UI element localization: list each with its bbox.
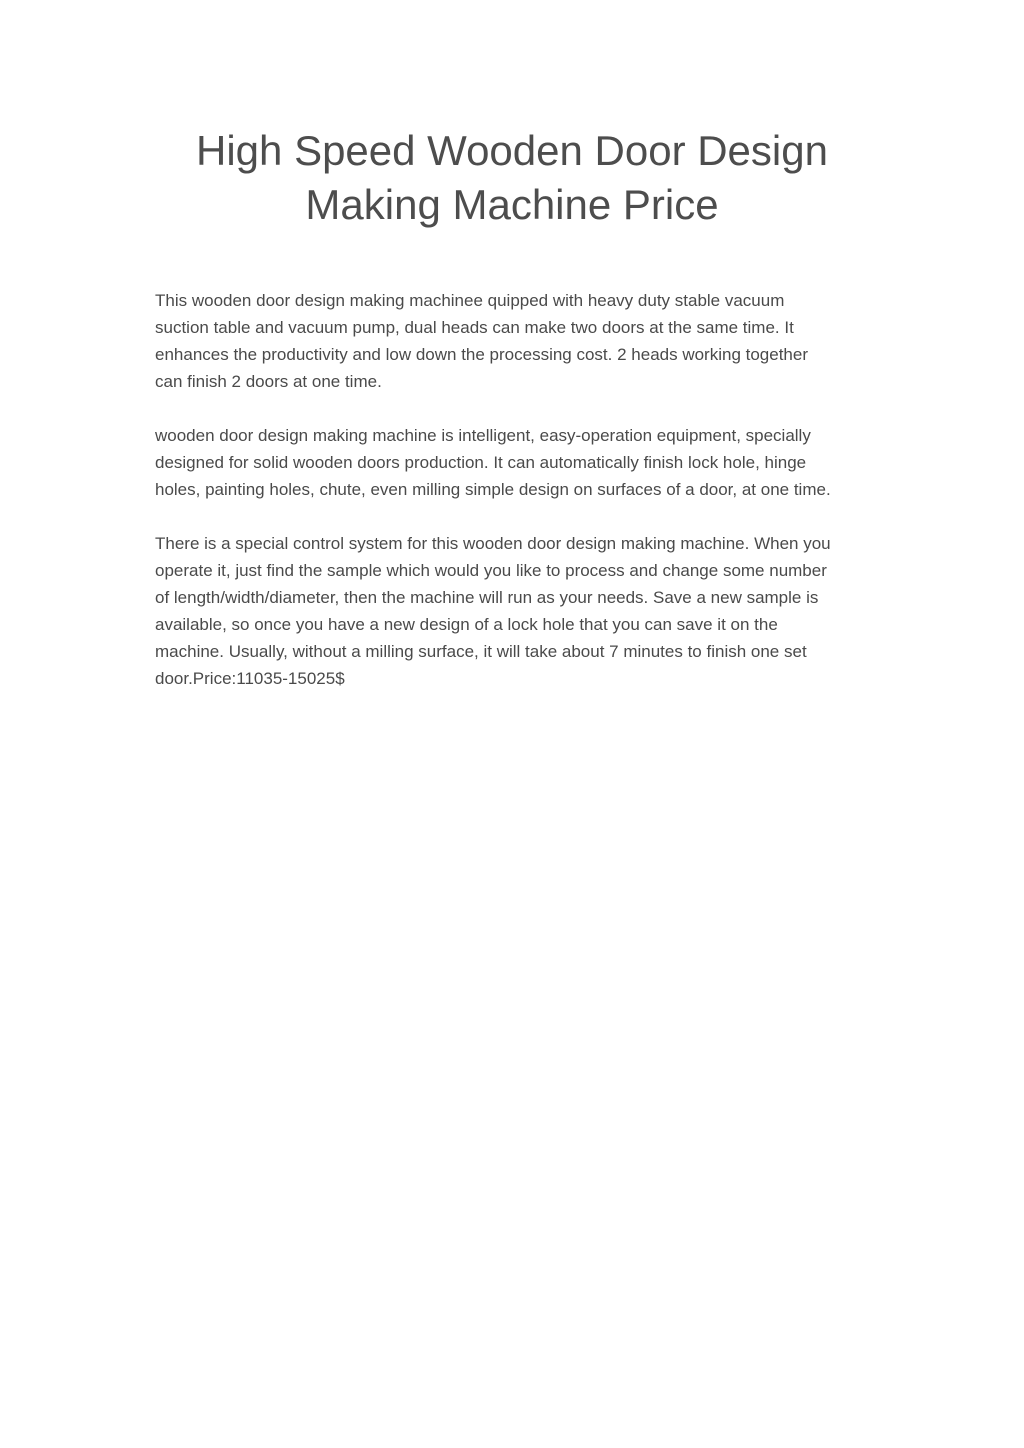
paragraph-intro [155,287,895,395]
paragraph-line: operate it, just find the sample which would you like to process and change some number [155,561,827,580]
paragraph-line: enhances the productivity and low down the processing cost. 2 heads working together [155,345,809,364]
paragraph-line: suction table and vacuum pump, dual heads can make two doors at the same time. It [155,318,794,337]
page-title [150,124,874,232]
paragraph-line: There is a special control system for this wooden door design making machine. When you [155,534,831,553]
title-line-1: High Speed Wooden Door Design [196,127,828,174]
paragraph-line: wooden door design making machine is intelligent, easy-operation equipment, specially [155,426,811,445]
paragraph-line: available, so once you have a new design of a lock hole that you can save it on the [155,615,778,634]
paragraph-line: This wooden door design making machinee quipped with heavy duty stable vacuum [155,291,785,310]
title-line-2: Making Machine Price [305,181,719,228]
price-line: door.Price:11035-15025$ [155,669,345,688]
paragraph-features [155,422,895,503]
paragraph-line: machine. Usually, without a milling surface, it will take about 7 minutes to finish one set [155,642,807,661]
paragraph-control-system [155,530,895,692]
document-body [155,287,895,719]
paragraph-line: can finish 2 doors at one time. [155,372,382,391]
paragraph-line: of length/width/diameter, then the machine will run as your needs. Save a new sample is [155,588,819,607]
paragraph-line: designed for solid wooden doors production. It can automatically finish lock hole, hinge [155,453,807,472]
paragraph-line: holes, painting holes, chute, even milling simple design on surfaces of a door, at one time. [155,480,831,499]
